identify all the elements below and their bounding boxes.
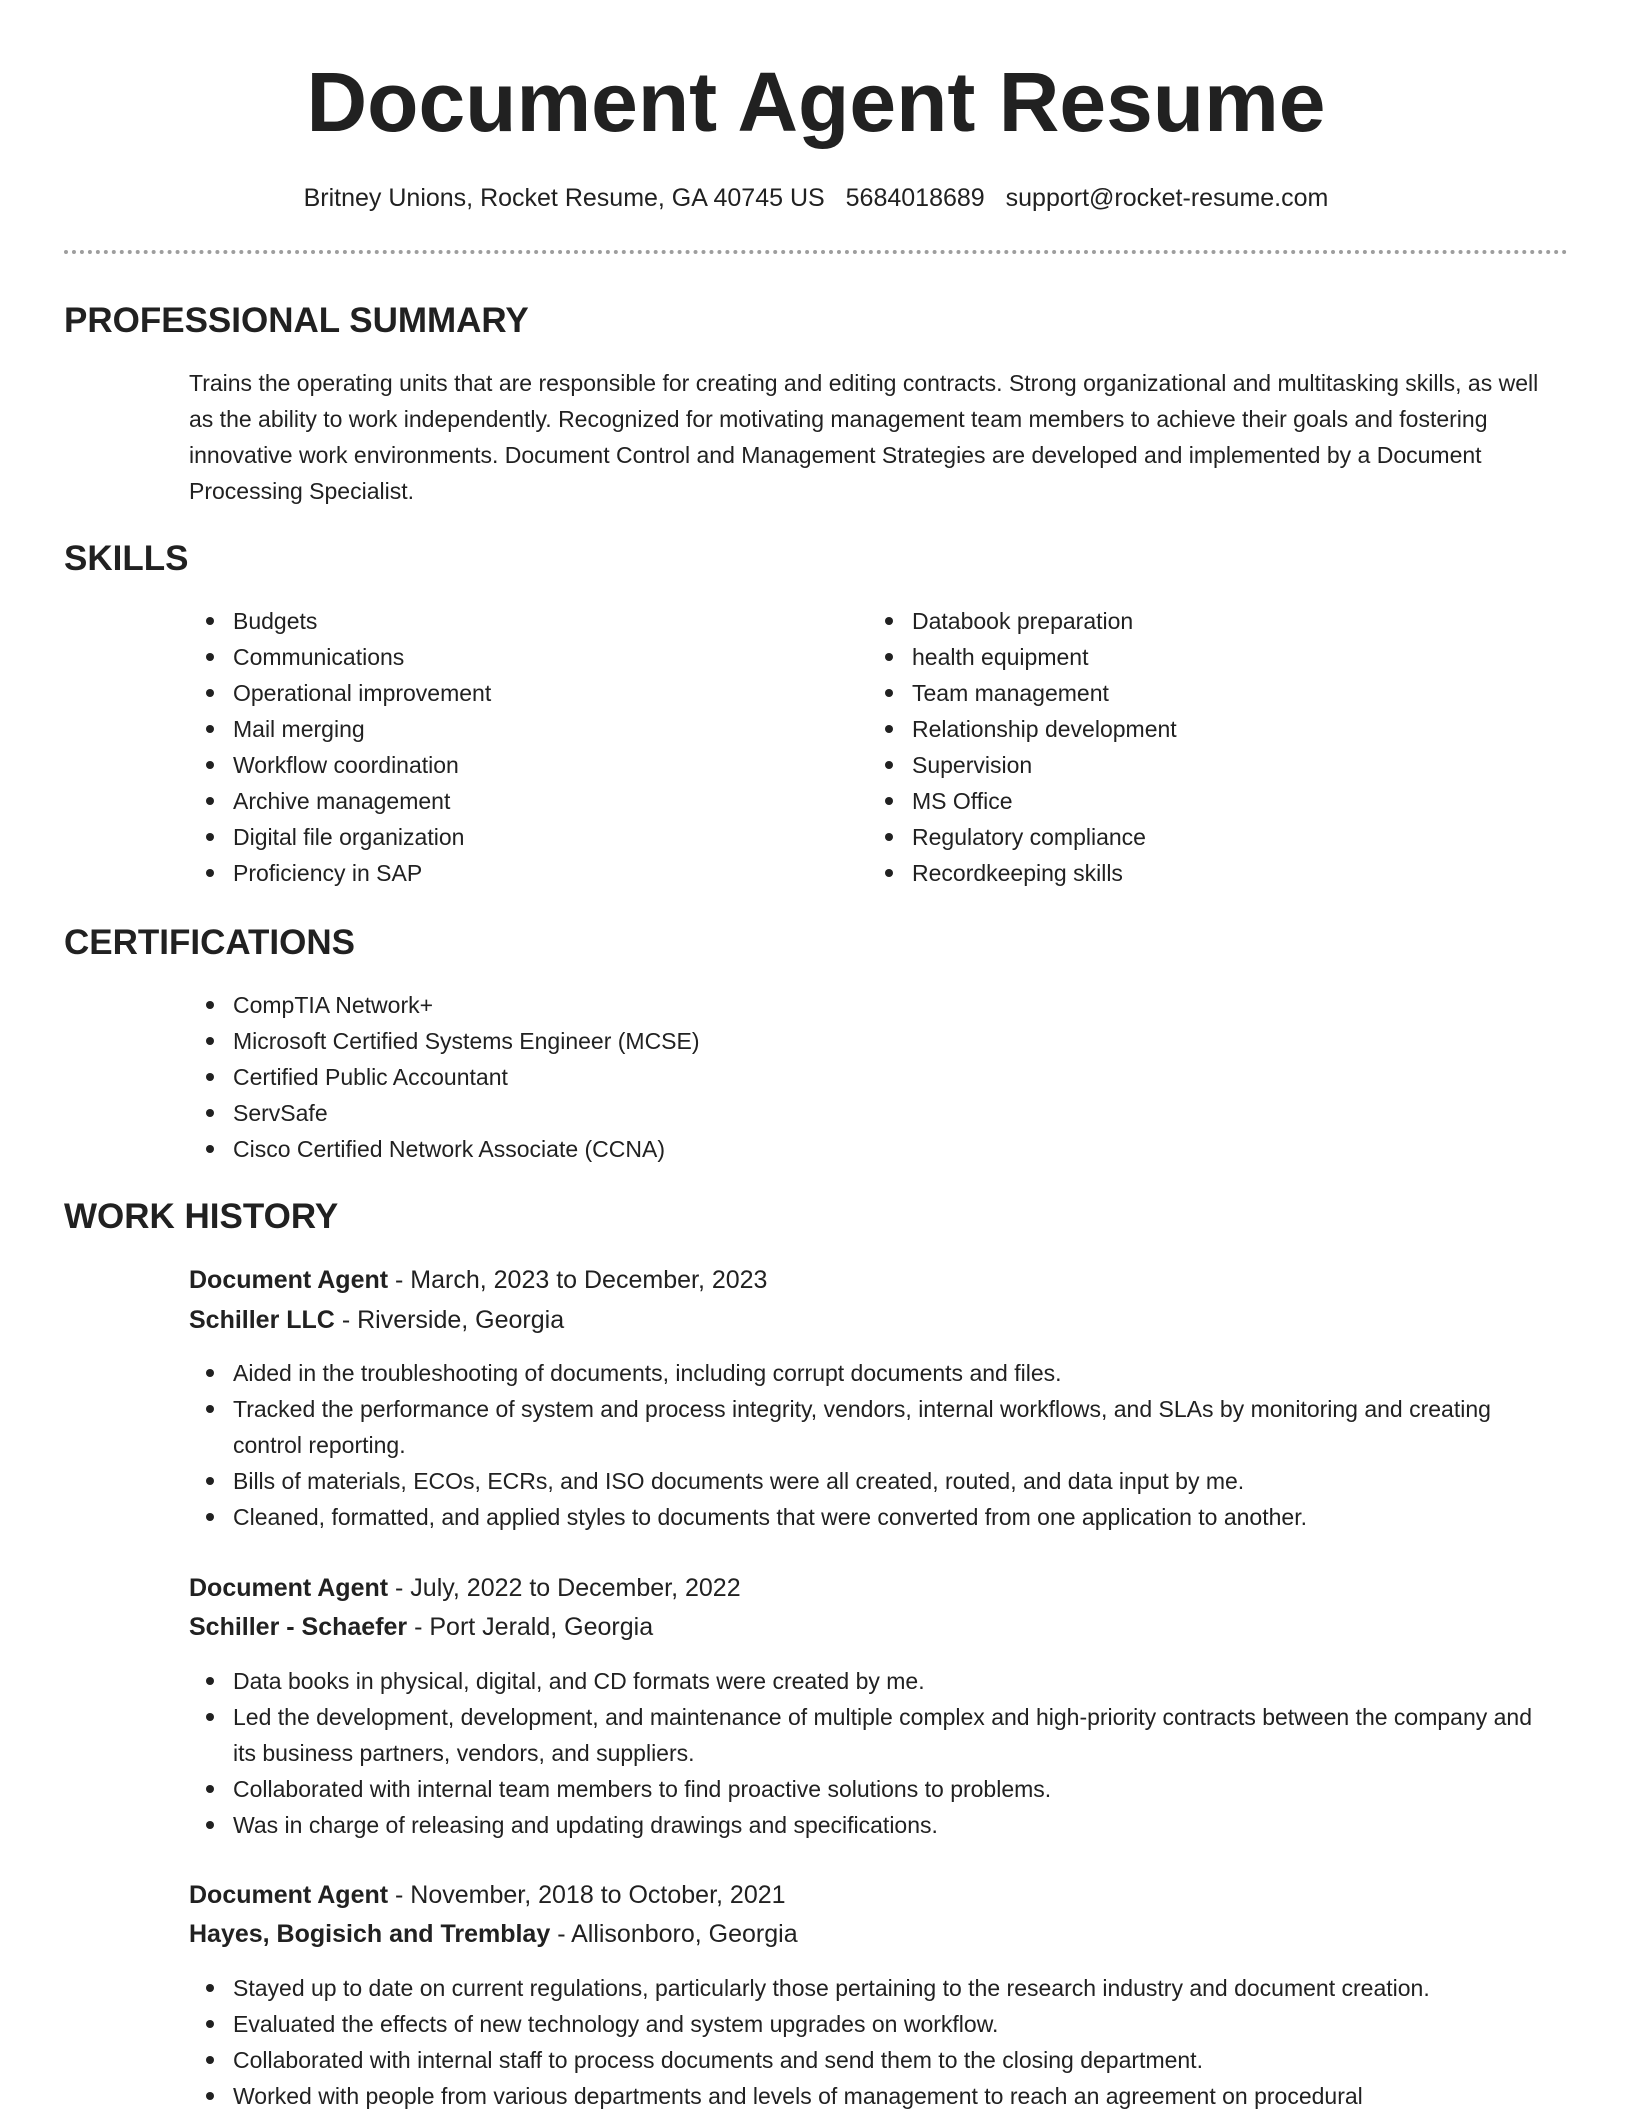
- job-company: Schiller - Schaefer: [189, 1613, 408, 1641]
- job-company-line: [189, 1609, 653, 1645]
- certifications-list: [189, 987, 1539, 1167]
- job-location: - Allisonboro, Georgia: [550, 1920, 798, 1948]
- section-title-summary: PROFESSIONAL SUMMARY: [64, 301, 529, 340]
- job-role: Document Agent: [189, 1574, 389, 1602]
- skills-list-left: [189, 603, 809, 891]
- skill-item: Relationship development: [868, 711, 1488, 747]
- certification-item: Certified Public Accountant: [189, 1059, 1539, 1095]
- skill-item: MS Office: [868, 783, 1488, 819]
- contact-email: support@rocket-resume.com: [1005, 184, 1329, 212]
- skill-item: Communications: [189, 639, 809, 675]
- job-bullet: Data books in physical, digital, and CD formats were created by me.: [189, 1663, 1539, 1699]
- section-title-skills: SKILLS: [64, 539, 189, 578]
- skill-item: Workflow coordination: [189, 747, 809, 783]
- contact-address: Britney Unions, Rocket Resume, GA 40745 US: [303, 184, 825, 212]
- skill-item: Databook preparation: [868, 603, 1488, 639]
- skill-item: Regulatory compliance: [868, 819, 1488, 855]
- job-bullet: Cleaned, formatted, and applied styles to documents that were converted from one application to another.: [189, 1499, 1539, 1535]
- skill-item: Operational improvement: [189, 675, 809, 711]
- contact-line: [0, 180, 1632, 216]
- section-title-work-history: WORK HISTORY: [64, 1197, 339, 1236]
- job-company-line: [189, 1916, 798, 1952]
- skill-item: Digital file organization: [189, 819, 809, 855]
- certification-item: Cisco Certified Network Associate (CCNA): [189, 1131, 1539, 1167]
- certification-item: CompTIA Network+: [189, 987, 1539, 1023]
- job-bullet: Stayed up to date on current regulations, particularly those pertaining to the research industry and document creation.: [189, 1970, 1569, 2006]
- job-bullet: Collaborated with internal team members to find proactive solutions to problems.: [189, 1771, 1539, 1807]
- job-dates: - March, 2023 to December, 2023: [388, 1266, 768, 1294]
- job-bullets: [189, 1970, 1569, 2112]
- job-company: Schiller LLC: [189, 1306, 335, 1334]
- skill-item: health equipment: [868, 639, 1488, 675]
- job-location: - Riverside, Georgia: [334, 1306, 565, 1334]
- job-bullet: Led the development, development, and maintenance of multiple complex and high-priority contracts between the company and its business partners, vendors, and suppliers.: [189, 1699, 1539, 1771]
- job-bullet: Tracked the performance of system and process integrity, vendors, internal workflows, and SLAs by monitoring and creating control reporting.: [189, 1391, 1539, 1463]
- job-bullet: Worked with people from various departments and levels of management to reach an agreement on procedural: [189, 2078, 1569, 2112]
- skill-item: Archive management: [189, 783, 809, 819]
- job-bullet: Bills of materials, ECOs, ECRs, and ISO documents were all created, routed, and data input by me.: [189, 1463, 1539, 1499]
- job-title-line: [189, 1570, 741, 1606]
- job-bullets: [189, 1355, 1539, 1535]
- skill-item: Budgets: [189, 603, 809, 639]
- skills-list-right: [868, 603, 1488, 891]
- section-title-certifications: CERTIFICATIONS: [64, 923, 356, 962]
- job-role: Document Agent: [189, 1881, 389, 1909]
- job-role: Document Agent: [189, 1266, 389, 1294]
- job-location: - Port Jerald, Georgia: [407, 1613, 654, 1641]
- resume-title: Document Agent Resume: [306, 55, 1326, 149]
- job-dates: - November, 2018 to October, 2021: [388, 1881, 786, 1909]
- job-bullet: Evaluated the effects of new technology and system upgrades on workflow.: [189, 2006, 1569, 2042]
- skill-item: Team management: [868, 675, 1488, 711]
- skill-item: Proficiency in SAP: [189, 855, 809, 891]
- certification-item: Microsoft Certified Systems Engineer (MCSE): [189, 1023, 1539, 1059]
- contact-phone: 5684018689: [845, 184, 985, 212]
- skill-item: Supervision: [868, 747, 1488, 783]
- skill-item: Mail merging: [189, 711, 809, 747]
- job-title-line: [189, 1877, 786, 1913]
- job-bullet: Was in charge of releasing and updating drawings and specifications.: [189, 1807, 1539, 1843]
- job-bullet: Collaborated with internal staff to process documents and send them to the closing department.: [189, 2042, 1569, 2078]
- job-company: Hayes, Bogisich and Tremblay: [189, 1920, 551, 1948]
- summary-text: Trains the operating units that are responsible for creating and editing contracts. Strong organizational and multitasking skills, as well as the ability to work independently. Recognized for motivating management team members to achieve their goals and fostering innovative work environments. Document Control and Management Strategies are developed and implemented by a Document Processing Specialist.: [189, 370, 1539, 504]
- job-dates: - July, 2022 to December, 2022: [388, 1574, 741, 1602]
- job-title-line: [189, 1262, 767, 1298]
- certification-item: ServSafe: [189, 1095, 1539, 1131]
- header-divider: [64, 250, 1568, 254]
- job-bullets: [189, 1663, 1539, 1843]
- job-company-line: [189, 1302, 564, 1338]
- skill-item: Recordkeeping skills: [868, 855, 1488, 891]
- job-bullet: Aided in the troubleshooting of documents, including corrupt documents and files.: [189, 1355, 1539, 1391]
